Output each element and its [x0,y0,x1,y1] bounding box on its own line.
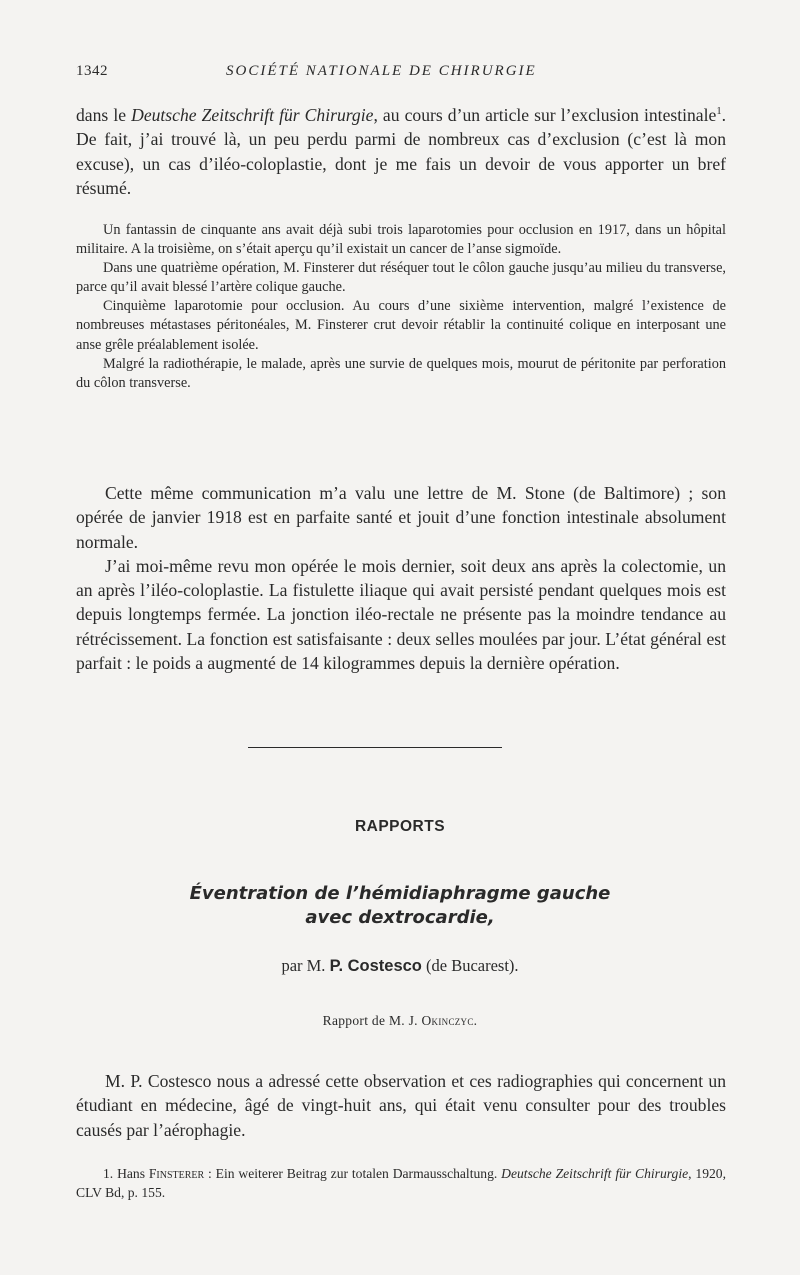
article-opening [76,1069,726,1142]
report-attribution [0,1013,800,1029]
section-heading: RAPPORTS [354,818,446,835]
case-summary-paragraph: Cinquième laparotomie pour occlusion. Au cours d’une sixième intervention, malgré l’existence de nombreuses métastases péritonéales, M. Finsterer crut devoir rétablir la continuité colique en interposant une anse grêle préalablement isolée. [76,298,726,353]
follow-up-section [76,481,726,675]
case-summary [76,221,726,393]
byline-prefix: par M. [281,956,330,975]
report-suffix: . [473,1013,478,1028]
footnote-number: 1. [103,1166,114,1181]
case-summary-paragraph: Un fantassin de cinquante ans avait déjà subi trois laparotomies pour occlusion en 1917, dans un hôpital militaire. A la troisième, on s’était aperçu qu’il existait un cancer de l’anse sigmoïde. [76,222,726,258]
footnote-author-prefix: Hans [117,1166,149,1181]
footnote-journal: Deutsche Zeitschrift für Chirurgie [501,1166,689,1181]
intro-paragraph [76,103,726,200]
byline-suffix: (de Bucarest). [421,956,519,975]
section-divider [248,747,502,748]
footnote-reference: 1 [716,106,722,118]
author-name: P. Costesco [329,957,422,975]
case-summary-paragraph: Dans une quatrième opération, M. Finsterer dut réséquer tout le côlon gauche jusqu’au milieu du transverse, parce qu’il avait blessé l’artère colique gauche. [76,260,726,296]
intro-text-end: . De fait, j’ai trouvé là, un peu perdu parmi de nombreux cas d’exclusion (c’est là mon excuse), un cas d’iléo-coloplastie, dont je me fais un devoir de vous apporter un bref résumé. [76,105,726,198]
article-opening-paragraph: M. P. Costesco nous a adressé cette observation et ces radiographies qui concernent un étudiant en médecine, âgé de vingt-huit ans, qui était venu consulter pour des troubles causés par l’aérophagie. [76,1071,726,1140]
footnote-author: Finsterer [148,1166,205,1181]
intro-text-start: dans le [76,105,132,125]
page-number: 1342 [76,63,108,79]
journal-title: Deutsche Zeitschrift für Chirurgie [131,105,374,125]
byline [0,956,800,976]
intro-text-middle: , au cours d’un article sur l’exclusion intestinale [373,105,717,125]
running-head: SOCIÉTÉ NATIONALE DE CHIRURGIE [226,63,537,79]
footnote [76,1165,726,1202]
reporter-name: Okinczyc [421,1013,474,1028]
follow-up-paragraph: J’ai moi-même revu mon opérée le mois dernier, soit deux ans après la colectomie, un an après l’iléo-coloplastie. La fistulette iliaque qui avait persisté pendant quelques mois est depuis longtemps fermée. La jonction iléo-rectale ne présente pas la moindre tendance au rétrécissement. La fonction est satisfaisante : deux selles moulées par jour. L’état général est parfait : le poids a augmenté de 14 kilogrammes depuis la dernière opération. [76,555,726,674]
article-title [0,882,800,930]
case-summary-paragraph: Malgré la radiothérapie, le malade, après une survie de quelques mois, mourut de péritonite par perforation du côlon transverse. [76,355,726,391]
footnote-text: : Ein weiterer Beitrag zur totalen Darmausschaltung. [204,1166,502,1181]
report-prefix: Rapport de M. J. [322,1013,422,1028]
follow-up-paragraph: Cette même communication m’a valu une lettre de M. Stone (de Baltimore) ; son opérée de janvier 1918 est en parfaite santé et jouit d’une fonction intestinale absolument normale. [76,483,726,552]
footnote-citation: , 1920, CLV Bd, p. 155. [76,1166,726,1200]
article-title-line: Éventration de l’hémidiaphragme gauche [189,883,611,904]
page-header [76,63,726,85]
article-title-line: avec dextrocardie, [305,907,495,928]
